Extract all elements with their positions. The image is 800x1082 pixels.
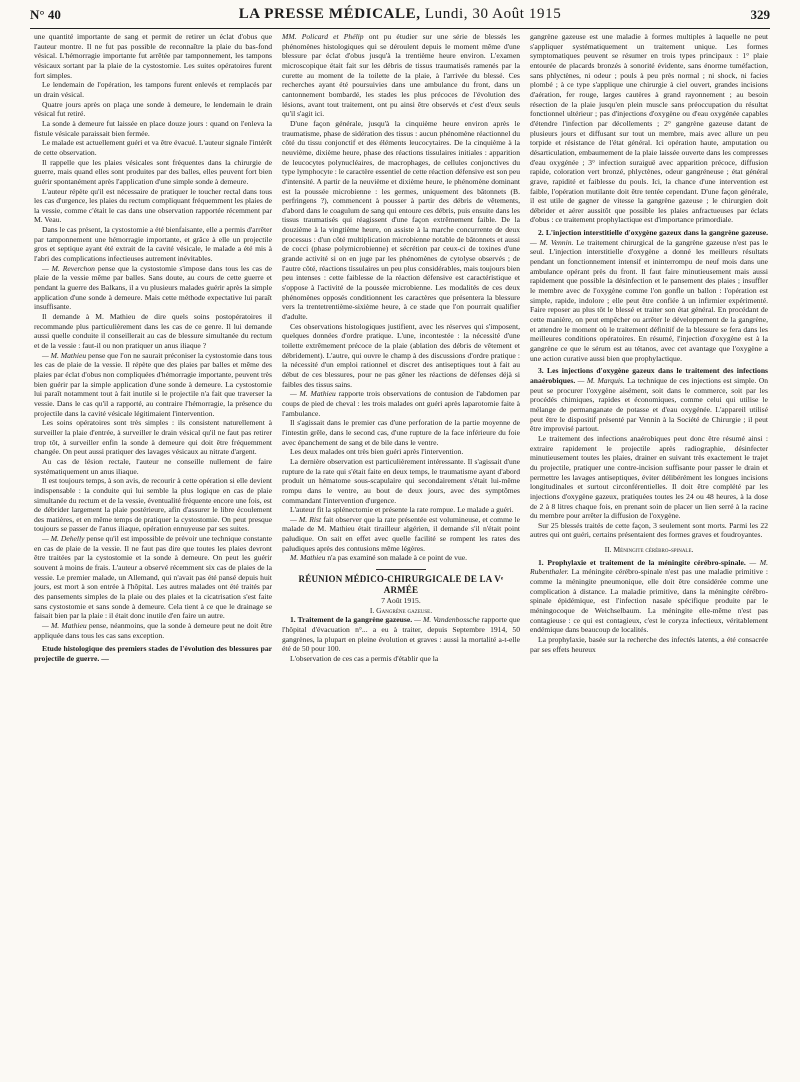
paragraph: Il s'agissait dans le premier cas d'une perforation de la partie moyenne de l'intestin grêle, dans le second cas, d'une rupture de la face inférieure du foie avec épanchement de sang et de bile dans le ventre. <box>282 418 520 447</box>
speaker-name: — M. Mathieu <box>290 389 336 399</box>
speaker-name: — M. Reverchon <box>42 263 95 273</box>
article-heading <box>34 644 272 663</box>
article-title: Etude histologique des premiers stades de l'évolution des blessures par projectile de guerre. — <box>34 644 272 663</box>
paragraph <box>34 621 272 640</box>
paragraph-text: rapporte que l'hôpital d'évacuation n°... a eu à traiter, depuis Septembre 1914, 50 gangrènes, la plupart en pleine évolution et graves : aussi la mortalité a-t-elle été de 50 pour 100. <box>282 615 520 654</box>
speaker-name: MM. Policard et Phélip <box>282 32 364 41</box>
page-number: 329 <box>750 7 770 22</box>
paragraph-text: rapporte trois observations de contusion de l'abdomen par coups de pied de cheval : les trois malades ont guéri après laparotomie faite à l'ambulance. <box>282 389 520 418</box>
section-date: 7 Août 1915. <box>381 596 421 606</box>
paragraph <box>282 515 520 554</box>
paragraph: une quantité importante de sang et permit de retirer un éclat d'obus que l'auteur montre. Il ne fut pas possible de reconnaître la plaie du bas-fond vésical. L'hémorragie importante fut arrêtée par tamponnement, les tampons vésicaux sortant par la plaie de la cystostomie. Les suites opératoires furent fort simples. <box>34 32 272 80</box>
paragraph-text: pense qu'il est impossible de prévoir une technique constante en cas de plaie de la vessie. Il ne faut pas dire que toutes les plaies devront être traitées par la cystostomie et la sonde à demeure. On peut les guérir souvent à moins de frais. L'auteur a observé récemment six cas de plaies de la vessie. Le premier malade, un Allemand, qui n'avait pas été pansé depuis huit jours, est mort à son entrée à l'hôpital. Les autres malades ont été traités par des pansements simples de la plaie ou des plaies et la cicatrisation s'est faite sans cystostomie et sans sonde à demeure. Cela tient à ce que le drainage se faisait bien par la plaie : il était donc inutile d'en faire un autre. <box>34 534 272 621</box>
paragraph <box>530 558 768 635</box>
speaker-name: — M. Dehelly <box>42 534 85 544</box>
paragraph: La sonde à demeure fut laissée en place douze jours : quand on l'enleva la fistule vésicale paraissait bien fermée. <box>34 118 272 138</box>
speaker-name: — M. Mathieu <box>42 621 87 631</box>
column-2 <box>282 32 520 664</box>
paragraph-text: Le traitement chirurgical de la gangrène gazeuse n'est pas le seul. L'injection interstitielle d'oxygène a donné les meilleurs résultats pendant un fonctionnement intensif et ininterrompu de neuf mois dans une ambulance opérant près du front. Il faut faire minutieusement mais aussi rapidement que possible la désinfection et le pansement des plaies ; insuffler le membre avec de l'oxygène comme l'on gonfle un ballon : l'opération est simple, rapide, indolore ; elle peut être confiée à un infirmier expérimenté. Faire reposer au plus tôt le blessé et traiter son état général. En procédant de cette manière, on peut empêcher ou arrêter le développement de la gangrène, et attendre le moment où le traitement définitif de la blessure se fera dans les meilleures conditions opératoires. En résumé, l'injection d'oxygène est à la gangrène ce que le sérum est au tétanos, avec cet avantage que l'oxygène a une action curative aussi bien que prophylactique. <box>530 237 768 363</box>
paragraph: D'une façon générale, jusqu'à la cinquième heure environ après le traumatisme, phase de sidération des tissus : aucun phénomène réactionnel du côté du tissu conjonctif et des éléments leucocytaires. De la cinquième à la neuvième, dixième heure, phase des réactions tissulaires initiales : apparition de leucocytes polynucléaires, de macrophages, de cellules conjonctives du type lymphocyte : le caractère essentiel de cette réaction défensive est son peu d'intensité. A partir de la neuvième et dixième heure, le phénomène dominant est la poussée microbienne : les germes, uniquement des bâtonnets (B. perfringens ?), commencent à pousser à partir des débris de vêtements, d'abord dans le coagulum de sang qui entoure ces débris, puis ensuite dans les tissus traumatisés qui réagissent d'une façon extrêmement faible. De la douzième à la vingtième heure, on assiste à la marche concurrente de deux processus : d'un côté multiplication microbienne notable de bâtonnets et aussi de cocci (phase polymicrobienne) et sécrétion par ceux-ci de toxines d'une grande activité si on en juge par les phénomènes de cytolyse observés ; de l'autre côté, réactions tissulaires un peu plus considérables, mais toujours bien peu intenses : cette faiblesse de la réaction défensive est caractéristique et s'oppose à l'activité de la poussée microbienne. Les modalités de ces deux phénomènes opposés conditionnent les caractères que présentera la blessure vers la trentetrentième-sixième heure, à ce stade que l'on pourrait qualifier d'adulte. <box>282 118 520 322</box>
paragraph <box>530 228 768 363</box>
paragraph-text: fait observer que la rate présentée est volumineuse, et comme le malade de M. Mathieu était tirailleur algérien, il demande s'il n'était point paludique. On sait en effet avec quelle facilité se rompent les rates des paludiques après des contusions même légères. <box>282 514 521 553</box>
paragraph: L'auteur répète qu'il est nécessaire de pratiquer le toucher rectal dans tous les cas d'urgence, les plaies du rectum compliquant fréquemment les plaies de la vessie, comme c'était le cas dans une observation rapportée récemment par M. Veau. <box>34 186 272 225</box>
paragraph: Quatre jours après on plaça une sonde à demeure, le lendemain le drain vésical fut retiré. <box>34 99 272 119</box>
paragraph: La dernière observation est particulièrement intéressante. Il s'agissait d'une rupture de la rate qui s'était faite en deux temps, le traumatisme ayant d'abord produit un hématome sous-scapulaire qui secondairement s'était lui-même rompu dans le ventre, au bout de deux jours, avec des symptômes commandant l'intervention d'urgence. <box>282 456 520 505</box>
paragraph-text: pense que la cystostomie s'impose dans tous les cas de plaie de la vessie même par balles. Sans doute, au cours de cette guerre et pendant la guerre des Balkans, il a vu plusieurs malades guérir après la simple application d'une sonde à demeure. Mais cette méthode expectative lui paraît insuffisante. <box>34 263 272 312</box>
paragraph: Les deux malades ont très bien guéri après l'intervention. <box>290 447 464 457</box>
item-heading: 2. L'injection interstitielle d'oxygène gazeux dans la gangrène gazeuse. <box>538 228 768 238</box>
paragraph-text: La méningite cérébro-spinale n'est pas une maladie primitive : comme la méningite pneumonique, elle doit être considérée comme une complication à distance. La maladie primitive, dans la méningite cérébro-spinale épidémique, est l'infection nasale spécifique produite par le méningocoque de Weichselbaum. La méningite elle-même n'est pas contagieuse : ce qui est contagieux, c'est le coryza infectieux, véritablement endémique dans beaucoup de localités. <box>530 567 768 635</box>
paragraph <box>282 32 520 119</box>
paragraph: Dans le cas présent, la cystostomie a été bienfaisante, elle a permis d'arrêter par tamponnement une hémorragie importante, et grâce à elle un projectile gros et septique ayant été extrait de la cavité vésicale, le malade a été mis à l'abri des complications infectieuses autrement inévitables. <box>34 225 272 264</box>
paragraph: Il demande à M. Mathieu de dire quels soins postopératoires il recommande plus particulièrement dans les cas de ce genre. Il lui demande aussi quelle conduite il conseillerait au cas de blessure simultanée du rectum et de la vessie : faut-il ou non pratiquer un anus iliaque ? <box>34 312 272 350</box>
item-heading: 3. Les injections d'oxygène gazeux dans le traitement des infections anaérobiques. <box>530 366 768 385</box>
paragraph-text: ont pu étudier sur une série de blessés les phénomènes histologiques qui se déroulent depuis le moment même d'une blessure par éclat d'obus jusqu'à la trentième heure environ. L'examen microscopique était fait sur les débris de tissus traumatisés ramenés par la curette au moment de la toilette de la plaie, à l'arrivée du blessé. Ces recherches ayant été poursuivies dans une ambulance du front, dans un cantonnement bombardé, les stades les plus précoces de l'évolution des lésions, avant tout traitement, ont pu ainsi être observés et c'est d'eux seuls qu'il s'agit ici. <box>282 32 520 119</box>
paragraph <box>282 389 520 418</box>
paragraph <box>530 366 768 434</box>
divider <box>376 569 426 570</box>
paragraph-text: pense, néanmoins, que la sonde à demeure peut ne doit être appliquée dans tous les cas sans exception. <box>34 621 272 640</box>
speaker-name: — M. Rist <box>290 514 322 524</box>
paragraph: L'observation de ces cas a permis d'établir que la <box>290 654 439 664</box>
journal-title <box>30 6 770 23</box>
paragraph <box>282 553 520 563</box>
speaker-name: — M. Vandenbossche <box>412 615 480 625</box>
paragraph: Les soins opératoires sont très simples : ils consistent naturellement à surveiller la plaie d'entrée, à surveiller le drain vésical qu'il ne faut pas retirer trop tôt, à surveiller enfin la sonde à demeure qui doit être fréquemment changée. On peut aussi pratiquer des lavages vésicaux au nitrate d'argent. <box>34 418 272 457</box>
speaker-name: — M. Vennin. <box>530 237 574 247</box>
speaker-name: — M. Rubenthaler. <box>530 557 768 577</box>
paragraph <box>34 534 272 621</box>
speaker-name: — M. Mathieu <box>42 350 87 360</box>
speaker-name: — M. Marquis. <box>575 375 625 385</box>
paragraph: gangrène gazeuse est une maladie à formes multiples à laquelle ne peut s'appliquer systématiquement un traitement unique. Les formes symptomatiques peuvent se résumer en trois types principaux : 1° plaie entourée de placards bronzés à sonorité évidente, sans énorme tuméfaction, sans phlyctènes, ni odeur ; pouls à peu près normal ; ni shock, ni facies plombé ; à ce type s'applique une chirurgie à ciel ouvert, grandes incisions d'aération, fer rouge, larges cautères à grand rayonnement ; au besoin résection de la plaie jusqu'en plein muscle sans préoccupation du résultat fonctionnel ultérieur ; pas d'injections d'oxygène ou d'eau oxygénée capables d'étendre l'infection par décollements ; 2° gangrène gazeuse datant de plusieurs jours et diffusant sur tout un membre, mais avec allure un peu torpide et résistance de l'état général. Ici opération haute, amputation ou désarticulation, embaumement de la plaie laissée ouverte dans les compresses d'eau oxygénée ; 3° infection suraiguë avec apparition précoce, diffusion rapide, coloration vert bronzé, phlyctènes, odeur gangréneuse ; état général grave, rapidité et faiblesse du pouls. Ici, la chance d'une intervention est faible, l'opération mutilante doit être tentée cependant. D'une façon générale, il est utile de gagner de vitesse la gangrène gazeuse ; le chirurgien doit débrider et aérer aussitôt que possible les plaies anfractueuses par éclats d'obus : ce traitement prophylactique est d'importance primordiale. <box>530 32 768 225</box>
paragraph: La prophylaxie, basée sur la recherche des infectés latents, a été consacrée par ses effets heureux <box>530 635 768 654</box>
paragraph: Le lendemain de l'opération, les tampons furent enlevés et remplacés par un drain vésical. <box>34 80 272 99</box>
section-subtitle: II. Méningite cérébro-spinale. <box>604 545 694 555</box>
paragraph-text: pense que l'on ne saurait préconiser la cystostomie dans tous les cas de plaie de la vessie. Il répète que des plaies par balles et même des plaies par éclat d'obus non compliquées d'hémorragie importante, peuvent très bien guérir par la simple application d'une sonde à demeure. La cystostomie lui paraît notamment tout à fait inutile si le projectile n'a fait que traverser la vessie. Dans le cas qu'il a rapporté, au contraire l'hémorragie, la présence du projectile dans la cavité vésicale légitimaient l'intervention. <box>34 350 272 418</box>
journal-name: LA PRESSE MÉDICALE, <box>238 6 421 22</box>
issue-number: N° 40 <box>30 7 61 22</box>
paragraph: Il rappelle que les plaies vésicales sont fréquentes dans la chirurgie de guerre, mais quand elles sont produites par des balles, elles peuvent fort bien guérir spontanément après l'application d'une simple sonde à demeure. <box>34 157 272 186</box>
paragraph: Il est toujours temps, à son avis, de recourir à cette opération si elle devient indispensable : la conduite qui lui semble la plus logique en cas de plaie simultanée du rectum et de la vessie, éventualité fréquente encore une fois, est de débrider largement la plaie postérieure, afin d'assurer le libre écoulement des matières, et en même temps de pratiquer la cystostomie. On peut presque toujours se passer de l'anus iliaque, opération ennuyeuse par ses suites. <box>34 476 272 534</box>
column-3 <box>530 32 768 654</box>
issue-date: Lundi, 30 Août 1915 <box>424 6 562 22</box>
paragraph-text: La technique de ces injections est simple. On peut se procurer l'oxygène aisément, soit dans le commerce, soit par les procédés chimiques, rapides et économiques, comme celui qui utilise le mélange de permanganate de potasse et d'eau oxygénée. L'appareil utilisé peut être le dispositif présenté par Vennin à la Société de Chirurgie ; il peut être improvisé partout. <box>530 375 769 434</box>
section-title: RÉUNION MÉDICO-CHIRURGICALE DE LA Vᵉ ARMÉE <box>298 574 504 596</box>
speaker-name: M. Mathieu <box>290 553 326 563</box>
paragraph: Sur 25 blessés traités de cette façon, 3 seulement sont morts. Parmi les 22 autres qui ont guéri, certains présentaient des formes graves et foudroyantes. <box>530 520 768 540</box>
paragraph <box>282 615 520 654</box>
paragraph: Au cas de lésion rectale, l'auteur ne conseille nullement de faire systématiquement un anus iliaque. <box>34 456 272 476</box>
paragraph <box>34 264 272 312</box>
section-subtitle: I. Gangrène gazeuse. <box>369 605 433 615</box>
paragraph-text: n'a pas examiné son malade à ce point de vue. <box>325 553 468 563</box>
paragraph: Le traitement des infections anaérobiques peut donc être résumé ainsi : extraire rapidement le projectile après radiographie, désinfecter minutieusement toutes les plaies, drainer en suivant très exactement le trajet du projectile, pratiquer une contre-incision suffisante pour passer le drain et permettre les lavages antiseptiques, éviter délibérément les longues incisions longitudinales et surtout circonférentielles. Il doit être complété par les injections d'oxygène gazeux, pratiquées toutes les 24 ou 48 heures, à la dose de 2 à 8 litres chaque fois, en prenant soin de placer un lien serré à la racine du membre pour arrêter la diffusion de l'oxygène. <box>530 433 768 521</box>
item-heading: 1. Traitement de la gangrène gazeuse. <box>290 615 413 625</box>
item-heading: 1. Prophylaxie et traitement de la méningite cérébro-spinale. <box>538 557 746 567</box>
paragraph <box>34 351 272 419</box>
page-header <box>30 4 770 29</box>
column-1 <box>34 32 272 664</box>
paragraph: Ces observations histologiques justifient, avec les réserves qui s'imposent, quelques données d'ordre pratique. L'une, incontestée : la nécessité d'une toilette extrêmement précoce de la plaie (ablation des débris de vêtement et débridement). L'autre, qui ouvre le champ à des discussions d'ordre pratique : la nécessité d'un emploi rationnel et discret des antiseptiques tout à fait au début de ces blessures, pour ne pas gêner les réactions de défenses déjà si faibles des tissus sains. <box>282 321 520 389</box>
paragraph: Le malade est actuellement guéri et va être évacué. L'auteur signale l'intérêt de cette observation. <box>34 138 273 157</box>
paragraph: L'auteur fit la splénectomie et présente la rate rompue. Le malade a guéri. <box>290 505 514 515</box>
